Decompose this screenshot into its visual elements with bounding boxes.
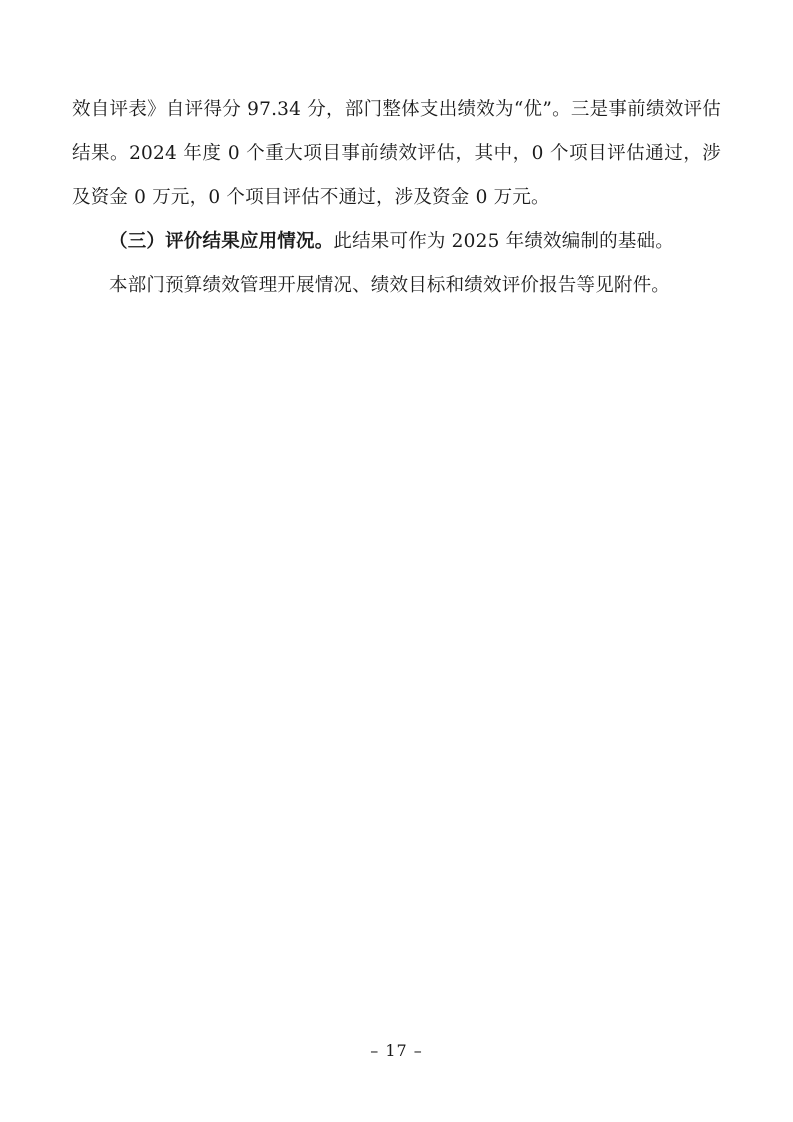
document-body <box>72 88 721 308</box>
paragraph-evaluation-application <box>72 220 721 264</box>
paragraph-heading-label: （三）评价结果应用情况。 <box>109 231 334 252</box>
paragraph-attachment-note: 本部门预算绩效管理开展情况、绩效目标和绩效评价报告等见附件。 <box>109 275 671 296</box>
page-number-footer: – 17 – <box>370 1041 423 1060</box>
paragraph-body-text: 此结果可作为 2025 年绩效编制的基础。 <box>333 231 674 252</box>
paragraph-continuation: 效自评表》自评得分 97.34 分，部门整体支出绩效为“优”。三是事前绩效评估结果。2024 年度 0 个重大项目事前绩效评估，其中，0 个项目评估通过，涉及资金 0 万元，0 个项目评估不通过，涉及资金 0 万元。 <box>72 99 721 208</box>
